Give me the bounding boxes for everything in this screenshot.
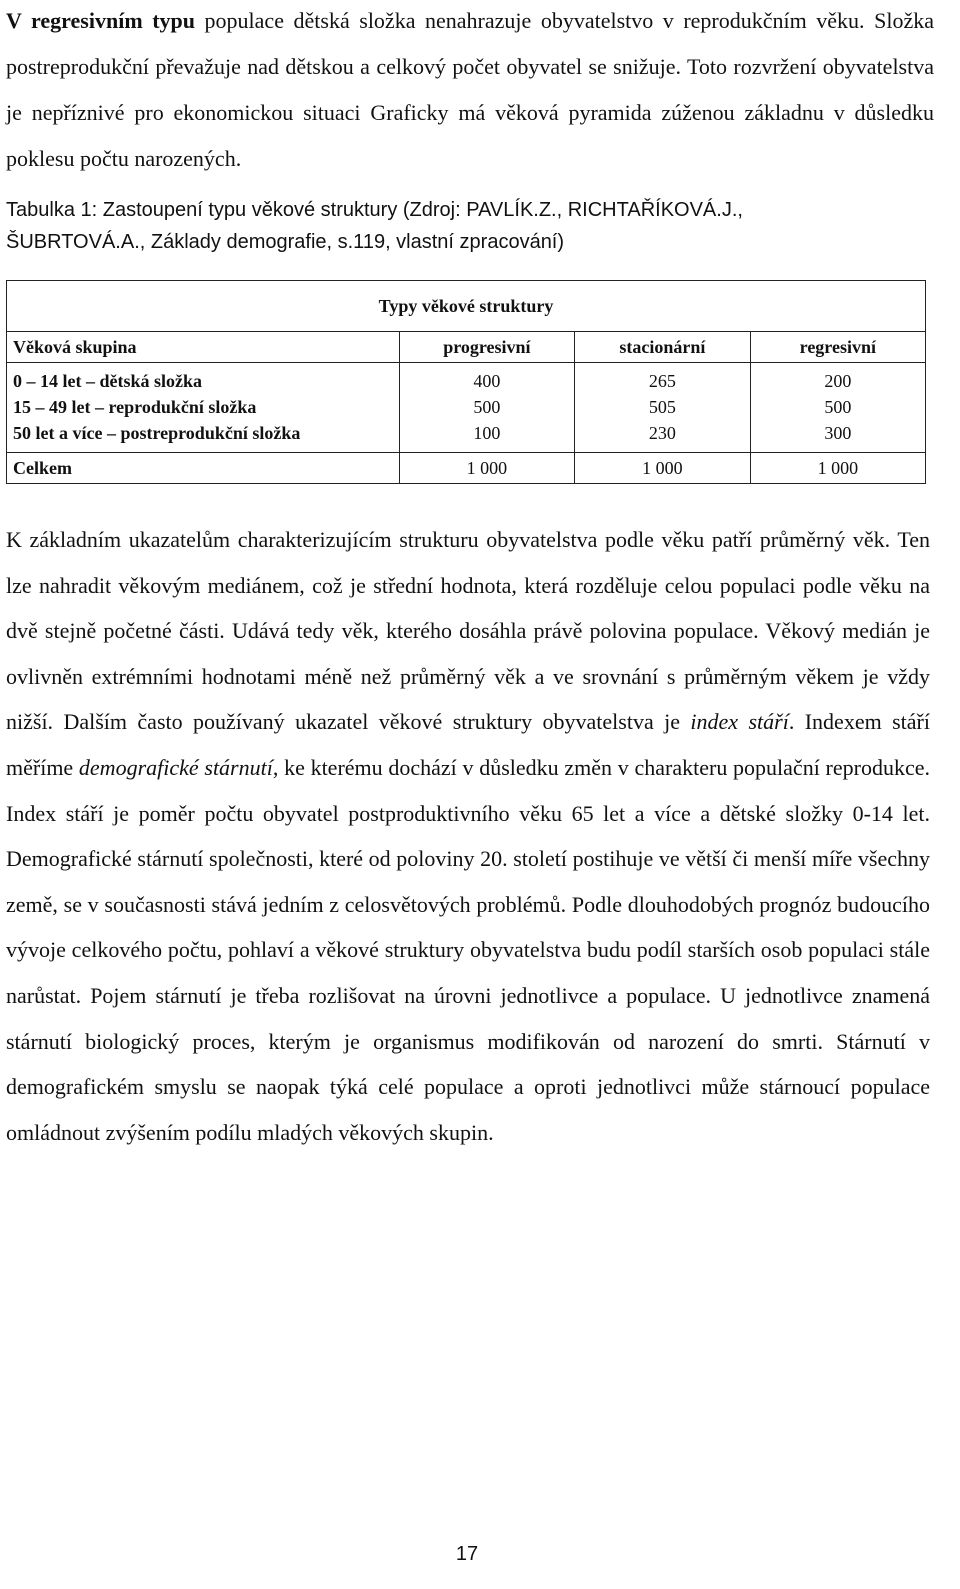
header-age-group: Věková skupina	[7, 332, 400, 363]
table-cell: 100	[473, 423, 501, 443]
table-cell: 500	[473, 397, 501, 417]
age-group-labels	[7, 363, 400, 453]
paragraph-text: populace dětská složka nenahrazuje obyvatelstvo v reprodukčním věku. Složka postreprodukční převažuje nad dětskou a celkový počet obyvatel se snižuje. Toto rozvržení obyvatelstva je nepříznivé pro ekonomickou situaci Graficky má věková pyramida zúženou základnu v důsledku poklesu počtu narozených.	[6, 8, 934, 171]
table-cell: 200	[824, 371, 852, 391]
table-cell: 400	[473, 371, 501, 391]
caption-line-2: ŠUBRTOVÁ.A., Základy demografie, s.119, vlastní zpracování)	[6, 231, 565, 253]
term-demographic-aging: demografické stárnutí	[78, 754, 273, 780]
paragraph-regressive-type	[6, 0, 934, 182]
table-cell: 505	[648, 397, 676, 417]
total-stationary: 1 000	[575, 453, 751, 484]
total-label: Celkem	[7, 453, 400, 484]
table-cell: 265	[648, 371, 676, 391]
page-number: 17	[455, 1543, 479, 1565]
total-regressive: 1 000	[750, 453, 925, 484]
table-cell: 230	[648, 423, 676, 443]
paragraph-text: K základním ukazatelům charakterizujícím strukturu obyvatelstva podle věku patří průměrný věk. Ten lze nahradit věkovým mediánem, což je střední hodnota, která rozděluje celou populaci podle věku na dvě stejně početné části. Udává tedy věk, kterého dosáhla právě polovina populace. Věkový medián je ovlivněn extrémními hodnotami méně než průměrný věk a ve srovnání s průměrným věkem je vždy nižší. Dalším často používaný ukazatel věkové struktury obyvatelstva je	[6, 527, 930, 735]
table-title: Typy věkové struktury	[7, 281, 926, 332]
table-cell: 300	[824, 423, 852, 443]
stationary-values	[575, 363, 751, 453]
header-stationary: stacionární	[575, 332, 751, 363]
age-structure-table	[6, 280, 926, 484]
bold-lead: V regresivním typu	[6, 8, 195, 33]
table-data-row	[7, 363, 926, 453]
regressive-values	[750, 363, 925, 453]
table-total-row	[7, 453, 926, 484]
row-label: 0 – 14 let – dětská složka	[13, 371, 202, 391]
paragraph-text: . Indexem stáří měříme	[6, 709, 930, 780]
table-cell: 500	[824, 397, 852, 417]
total-progressive: 1 000	[399, 453, 575, 484]
caption-line-1: Tabulka 1: Zastoupení typu věkové struktury (Zdroj: PAVLÍK.Z., RICHTAŘÍKOVÁ.J.,	[6, 199, 743, 221]
term-index-stari: index stáří	[690, 709, 789, 735]
row-label: 15 – 49 let – reprodukční složka	[13, 397, 257, 417]
table-caption	[6, 194, 936, 258]
paragraph-age-indicators	[6, 517, 930, 1155]
table-header-row	[7, 332, 926, 363]
header-progressive: progresivní	[399, 332, 575, 363]
row-label: 50 let a více – postreprodukční složka	[13, 423, 301, 443]
header-regressive: regresivní	[750, 332, 925, 363]
paragraph-text: , ke kterému dochází v důsledku změn v charakteru populační reprodukce. Index stáří je poměr počtu obyvatel postproduktivního věku 65 let a více a dětské složky 0-14 let. Demografické stárnutí společnosti, které od poloviny 20. století postihuje ve větší či menší míře všechny země, se v současnosti stává jedním z celosvětových problémů. Podle dlouhodobých prognóz budoucího vývoje celkového počtu, pohlaví a věkové struktury obyvatelstva budu podíl starších osob populaci stále narůstat. Pojem stárnutí je třeba rozlišovat na úrovni jednotlivce a populace. U jednotlivce znamená stárnutí biologický proces, kterým je organismus modifikován od narození do smrti. Stárnutí v demografickém smyslu se naopak týká celé populace a oproti jednotlivci může stárnoucí populace omládnout zvýšením podílu mladých věkových skupin.	[6, 754, 930, 1145]
progressive-values	[399, 363, 575, 453]
